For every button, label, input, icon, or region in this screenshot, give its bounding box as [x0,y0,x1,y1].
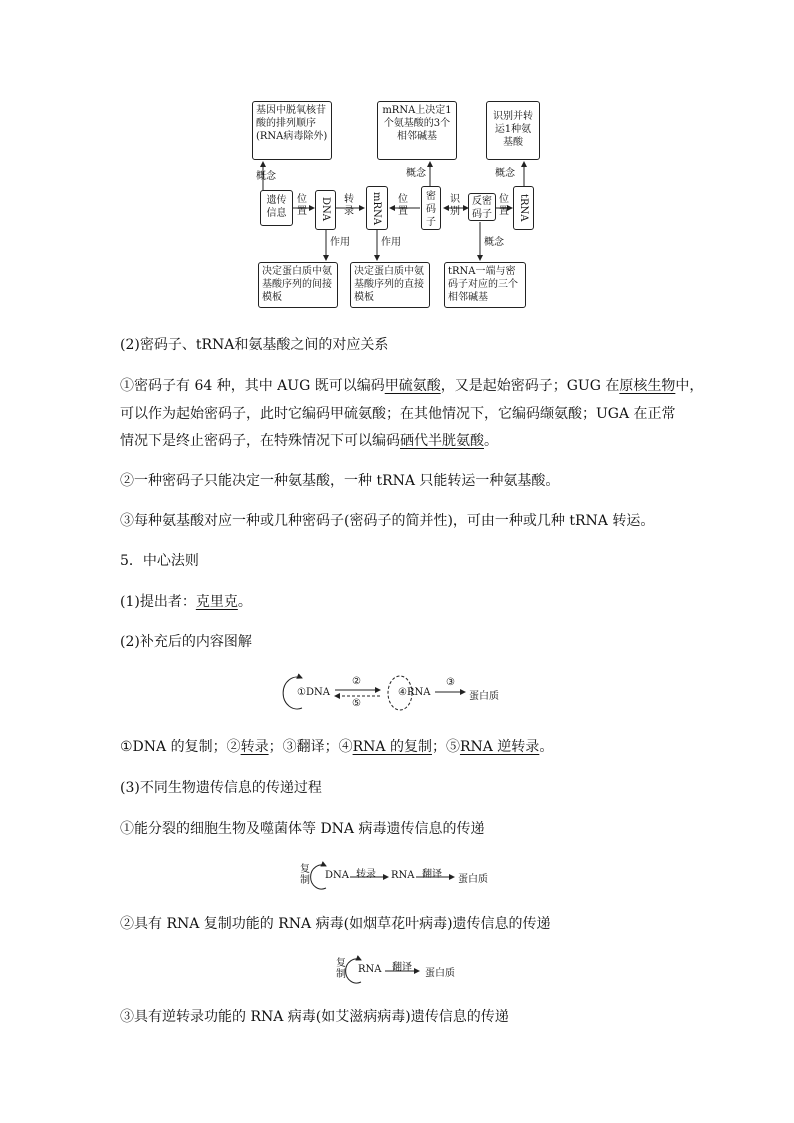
flow-1-protein: 蛋白质 [458,874,488,885]
dogma-protein: 蛋白质 [469,691,499,702]
direct-template-text: 决定蛋白质中氨基酸序列的直接模板 [354,266,424,303]
item-2: ②一种密码子只能决定一种氨基酸，一种 tRNA 只能转运一种氨基酸。 [120,473,560,489]
answer-prokaryote: 原核生物 [619,378,676,394]
legend-text: ①DNA 的复制；② [120,739,241,755]
dogma-dna: ①DNA [297,687,330,698]
bio-case-3: ③具有逆转录功能的 RNA 病毒(如艾滋病病毒)遗传信息的传递 [120,1009,509,1025]
flow-1-translation: 翻译 [422,869,442,880]
dogma-number-2: ② [352,676,361,687]
mrna-text: mRNA [371,192,382,225]
label-recognition: 识别 [450,194,460,217]
dogma-legend [120,735,553,759]
flow-2-protein: 蛋白质 [425,968,455,979]
item-1-line-2: 可以作为起始密码子，此时它编码甲硫氨酸；在其他情况下，它编码缬氨酸；UGA 在正常 [120,406,676,422]
flow-1-dna: DNA [325,870,349,881]
anticodon-concept-box [444,262,526,308]
gene-concept-box [252,101,332,160]
flow-2-rna: RNA [358,964,382,975]
label-function-2: 作用 [381,237,401,248]
dogma-number-5: ⑤ [352,698,361,709]
proposer-label: (1)提出者： [120,594,196,610]
codon-concept-text: mRNA上决定1个氨基酸的3个相邻碱基 [382,105,452,142]
direct-template-box [350,262,430,308]
answer-selenocysteine: 硒代半胱氨酸 [400,433,484,449]
item-1-text: 中， [675,378,704,394]
gene-concept-text: 基因中脱氧核苷酸的排列顺序(RNA病毒除外) [256,105,328,142]
label-position-3: 位置 [499,194,509,217]
anticodon-text: 反密码子 [472,196,492,220]
legend-text: ；③翻译；④ [268,739,353,755]
label-position-2: 位置 [398,194,408,217]
item-1-text: ①密码子有 64 种，其中 AUG 既可以编码 [120,378,385,394]
item-1-line-3 [120,429,498,453]
label-position-1: 位置 [297,194,307,217]
legend-text: ；⑤ [431,739,460,755]
codon-text: 密码子 [426,191,436,228]
flow-2-translation: 翻译 [392,962,412,973]
genetic-info-box [260,190,293,226]
answer-transcription: 转录 [240,739,269,755]
genetic-info-text: 遗传信息 [266,195,287,219]
dna-box [315,190,336,230]
item-1-text: 情况下是终止密码子，在特殊情况下可以编码 [120,433,400,449]
flow-1-rna: RNA [391,870,415,881]
section-5-3: (3)不同生物遗传信息的传递过程 [120,780,322,796]
anticodon-box [468,193,496,221]
indirect-template-text: 决定蛋白质中氨基酸序列的间接模板 [262,266,332,303]
label-concept-2: 概念 [406,168,426,179]
trna-text: tRNA [518,194,529,222]
section-2-heading: (2)密码子、tRNA和氨基酸之间的对应关系 [120,337,389,353]
answer-methionine: 甲硫氨酸 [384,378,441,394]
anticodon-concept-text: tRNA一端与密码子对应的三个相邻碱基 [448,266,518,303]
trna-function-text: 识别并转运1种氨基酸 [493,111,533,148]
trna-box [513,186,534,230]
item-1-text: ，又是起始密码子；GUG 在 [440,378,620,394]
flow-1-transcription: 转录 [356,869,376,880]
answer-reverse-transcription: RNA 逆转录 [459,739,540,755]
bio-case-2: ②具有 RNA 复制功能的 RNA 病毒(如烟草花叶病毒)遗传信息的传递 [120,916,551,932]
bio-case-1: ①能分裂的细胞生物及噬菌体等 DNA 病毒遗传信息的传递 [120,821,485,837]
label-transcription: 转录 [344,194,354,217]
label-concept-4: 概念 [484,237,504,248]
item-1-text: 。 [484,433,498,449]
answer-rna-replication: RNA 的复制 [352,739,432,755]
flow-1-replication: 复制 [300,864,310,886]
indirect-template-box [258,262,338,308]
section-5-2: (2)补充后的内容图解 [120,634,252,650]
dogma-number-3: ③ [446,677,455,688]
label-function-1: 作用 [330,237,350,248]
codon-box [421,186,441,230]
dogma-rna: ④RNA [398,687,431,698]
trna-function-box [486,101,540,160]
answer-crick: 克里克 [195,594,238,610]
item-3: ③每种氨基酸对应一种或几种密码子(密码子的简并性)，可由一种或几种 tRNA 转运。 [120,513,655,529]
section-5-title: 5．中心法则 [120,553,199,569]
item-1-line-1 [120,374,703,398]
dna-text: DNA [320,197,331,221]
flow-2-replication: 复制 [336,958,346,980]
label-concept-1: 概念 [256,171,276,182]
label-concept-3: 概念 [495,168,515,179]
codon-concept-box [377,101,457,160]
legend-text: 。 [539,739,554,755]
mrna-box [366,186,388,230]
period: 。 [237,594,252,610]
section-5-1 [120,590,252,614]
